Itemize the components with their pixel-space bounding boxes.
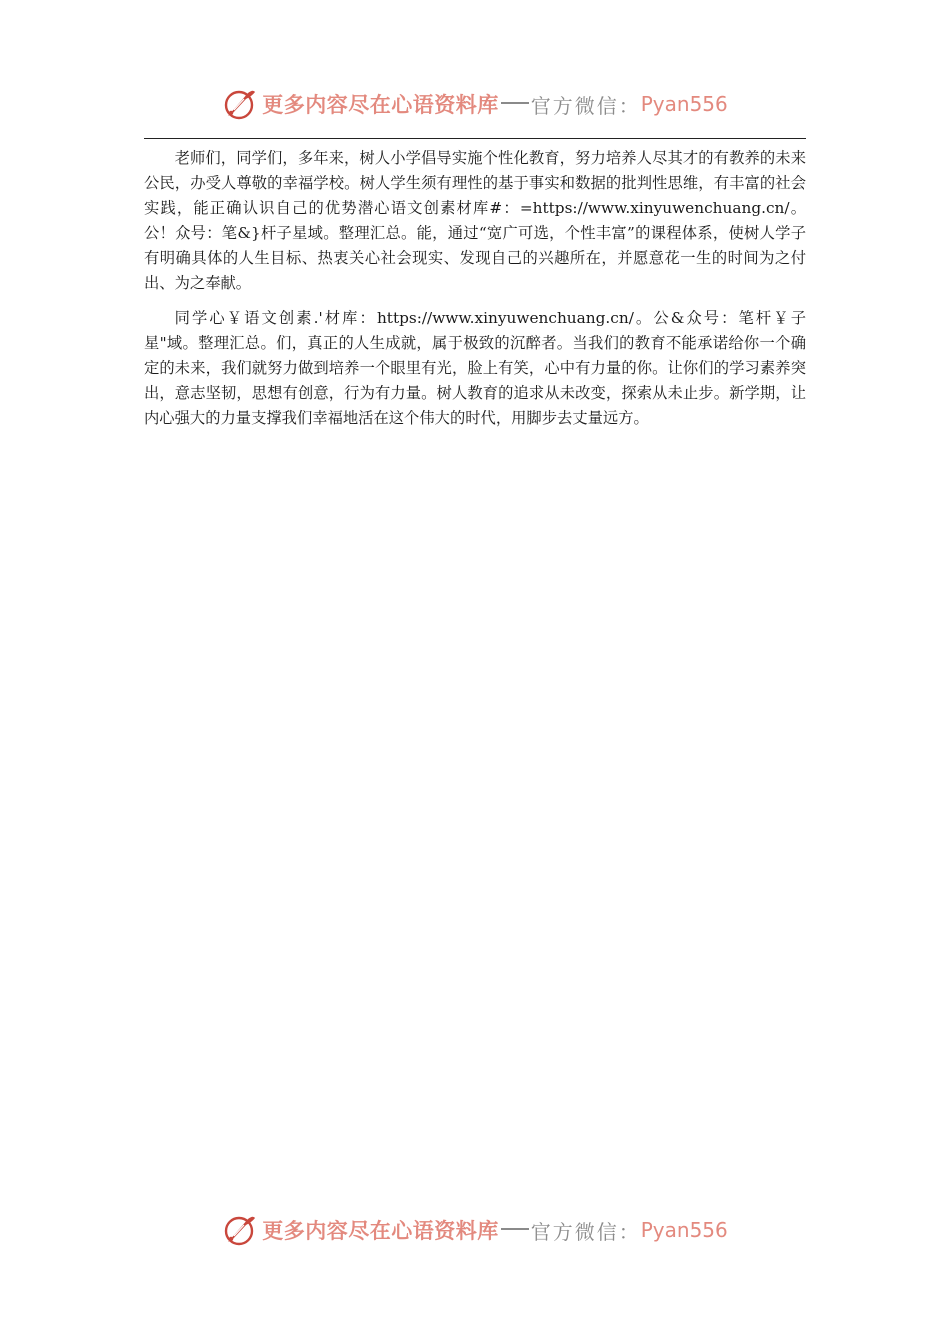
footer-wechat-id: Pyan556	[640, 1218, 728, 1242]
header-rule	[144, 138, 806, 139]
quill-logo-icon	[222, 86, 258, 122]
footer-banner	[0, 1208, 950, 1252]
footer-dash	[501, 1228, 529, 1230]
document-body	[144, 146, 806, 441]
quill-logo-icon	[222, 1212, 258, 1248]
paragraph-2: 同学心￥语文创素.'材库：https://www.xinyuwenchuang.cn/。公&众号：笔杆￥子星"域。整理汇总。们，真正的人生成就，属于极致的沉醉者。当我们的教育不能承诺给你一个确定的未来，我们就努力做到培养一个眼里有光，脸上有笑，心中有力量的你。让你们的学习素养突出，意志坚韧，思想有创意，行为有力量。树人教育的追求从未改变，探索从未止步。新学期，让内心强大的力量支撑我们幸福地活在这个伟大的时代，用脚步去丈量远方。	[144, 309, 806, 427]
header-banner	[0, 82, 950, 126]
header-dash	[501, 102, 529, 104]
footer-brand-text: 更多内容尽在心语资料库	[262, 1218, 499, 1243]
paragraph-1: 老师们，同学们，多年来，树人小学倡导实施个性化教育，努力培养人尽其才的有教养的未来公民，办受人尊敬的幸福学校。树人学生须有理性的基于事实和数据的批判性思维，有丰富的社会实践，能正确认识自己的优势潜心语文创素材库#：=https://www.xinyuwenchuang.cn/。公！众号：笔&}杆子星域。整理汇总。能，通过“宽广可选，个性丰富”的课程体系，使树人学子有明确具体的人生目标、热衷关心社会现实、发现自己的兴趣所在，并愿意花一生的时间为之付出、为之奉献。	[144, 149, 806, 292]
footer-sub-text: 官方微信：	[530, 1219, 641, 1244]
header-wechat-id: Pyan556	[640, 92, 728, 116]
header-sub-text: 官方微信：	[530, 93, 641, 118]
header-brand-text: 更多内容尽在心语资料库	[262, 92, 499, 117]
